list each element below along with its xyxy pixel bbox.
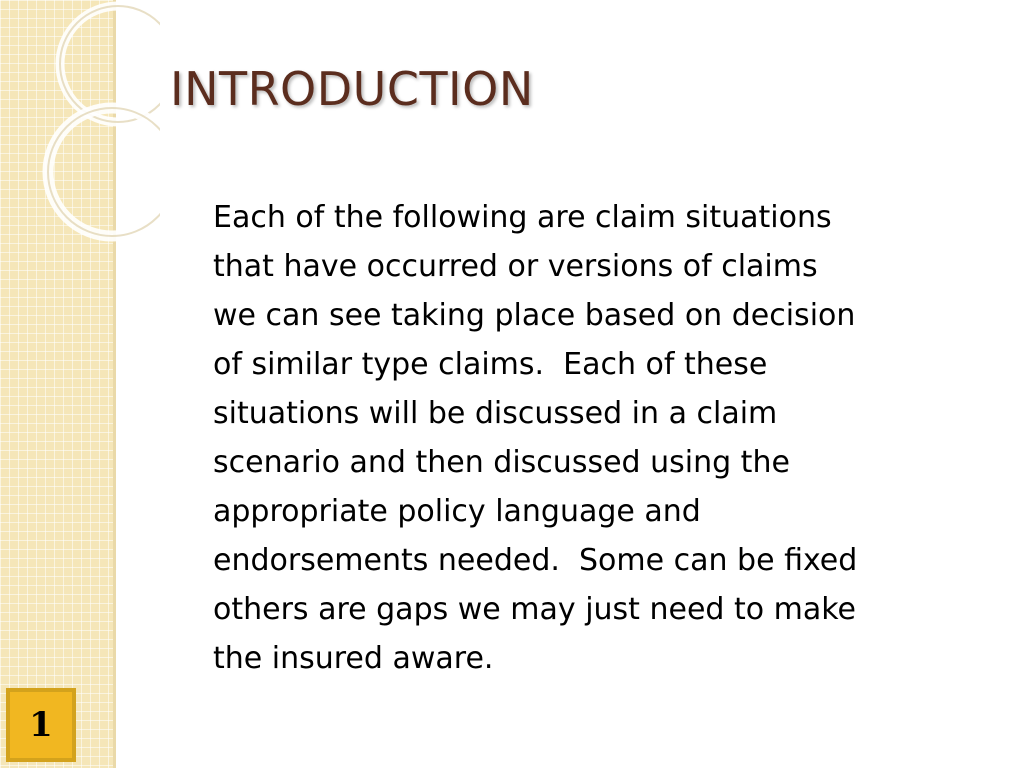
slide-title: INTRODUCTION [170, 62, 534, 116]
body-line: that have occurred or versions of claims [213, 249, 818, 284]
body-line: scenario and then discussed using the [213, 445, 790, 480]
decorative-rings [0, 0, 160, 260]
body-text [213, 193, 1003, 683]
body-line: we can see taking place based on decision [213, 298, 856, 333]
body-line: situations will be discussed in a claim [213, 396, 778, 431]
body-line: others are gaps we may just need to make [213, 592, 857, 627]
body-line: Each of the following are claim situations [213, 200, 832, 235]
body-line: of similar type claims. Each of these [213, 347, 768, 382]
slide-number-badge: 1 [6, 688, 76, 762]
body-line: appropriate policy language and [213, 494, 701, 529]
body-line: the insured aware. [213, 641, 494, 676]
body-line: endorsements needed. Some can be fixed [213, 543, 858, 578]
